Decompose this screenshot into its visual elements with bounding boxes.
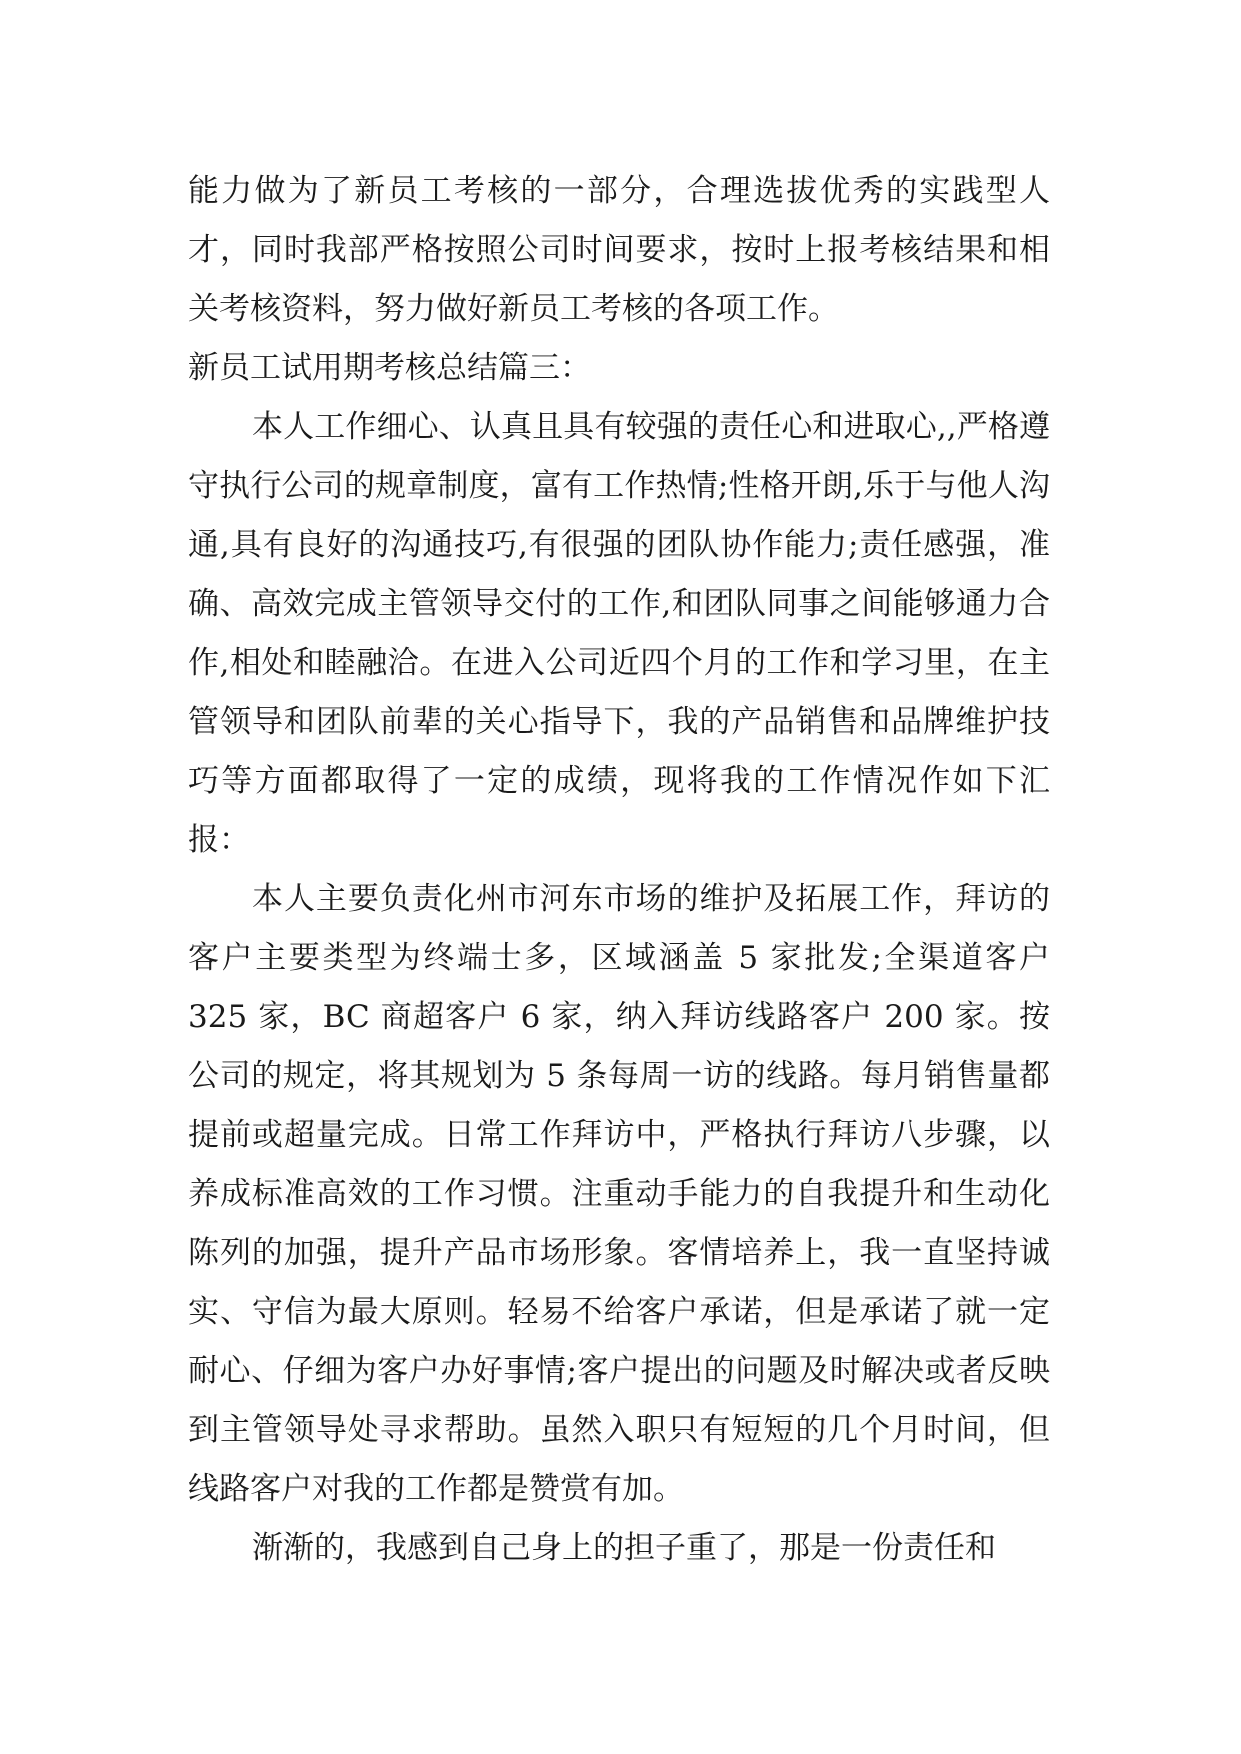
paragraph-closing: 渐渐的，我感到自己身上的担子重了，那是一份责任和	[252, 1530, 996, 1566]
paragraph-work-report: 本人主要负责化州市河东市场的维护及拓展工作，拜访的客户主要类型为终端士多，区域涵盖 5 家批发;全渠道客户 325 家，BC 商超客户 6 家，纳入拜访线路客户 200 家。按公司的规定，将其规划为 5 条每周一访的线路。每月销售量都提前或超量完成。日常工作拜访中，严格执行拜访八步骤，以养成标准高效的工作习惯。注重动手能力的自我提升和生动化陈列的加强，提升产品市场形象。客情培养上，我一直坚持诚实、守信为最大原则。轻易不给客户承诺，但是承诺了就一定耐心、仔细为客户办好事情;客户提出的问题及时解决或者反映到主管领导处寻求帮助。虽然入职只有短短的几个月时间，但线路客户对我的工作都是赞赏有加。	[188, 881, 1050, 1507]
section-heading: 新员工试用期考核总结篇三：	[188, 350, 591, 386]
document-body	[188, 162, 1050, 1578]
paragraph-continuation: 能力做为了新员工考核的一部分，合理选拔优秀的实践型人才，同时我部严格按照公司时间要求，按时上报考核结果和相关考核资料，努力做好新员工考核的各项工作。	[188, 173, 1050, 327]
paragraph-self-assessment: 本人工作细心、认真且具有较强的责任心和进取心,,严格遵守执行公司的规章制度，富有工作热情;性格开朗,乐于与他人沟通,具有良好的沟通技巧,有很强的团队协作能力;责任感强，准确、高效完成主管领导交付的工作,和团队同事之间能够通力合作,相处和睦融洽。在进入公司近四个月的工作和学习里，在主管领导和团队前辈的关心指导下，我的产品销售和品牌维护技巧等方面都取得了一定的成绩，现将我的工作情况作如下汇报：	[188, 409, 1050, 858]
